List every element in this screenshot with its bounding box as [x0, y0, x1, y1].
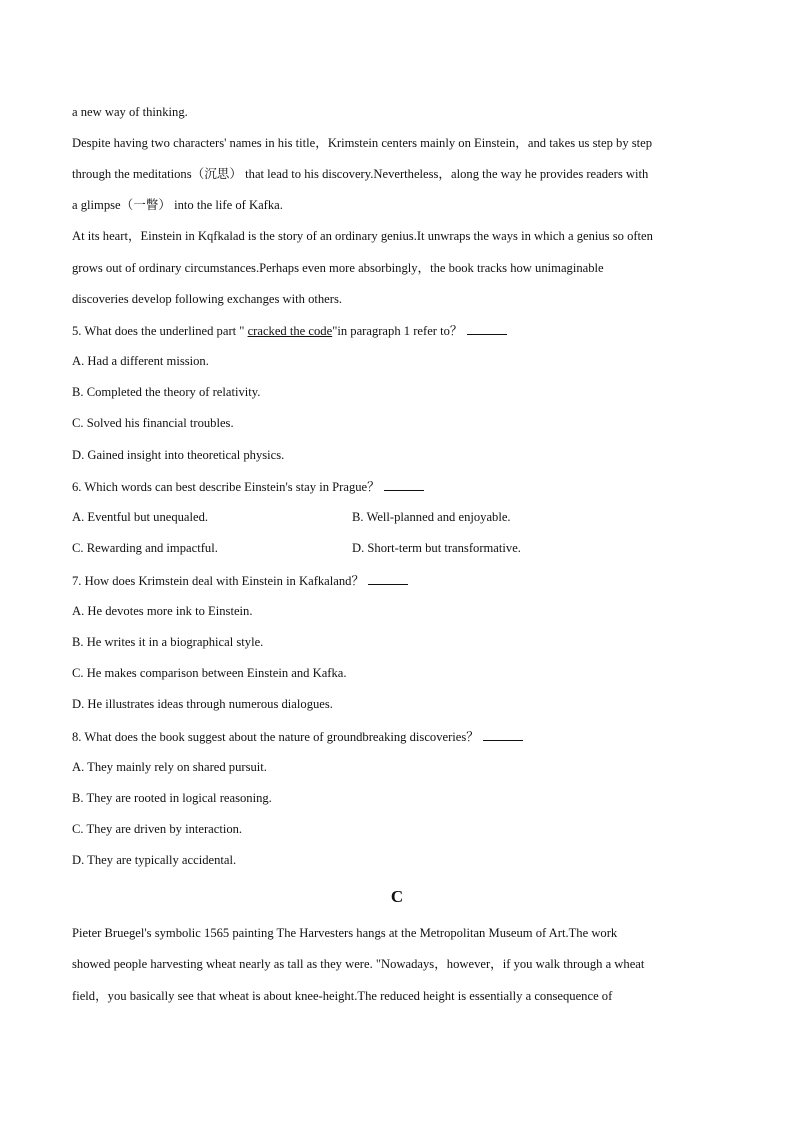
question-5-stem-before: 5. What does the underlined part "	[72, 324, 248, 338]
section-c-line-2: showed people harvesting wheat nearly as tall as they were. "Nowadays，however，if you walk through a wheat	[72, 957, 645, 971]
question-7-option-d: D. He illustrates ideas through numerous dialogues.	[72, 697, 333, 711]
question-8-option-d: D. They are typically accidental.	[72, 853, 237, 867]
question-6-stem	[72, 478, 424, 495]
question-7-stem	[72, 572, 408, 589]
question-5-underlined-phrase: cracked the code	[247, 324, 333, 338]
question-6-option-b: B. Well-planned and enjoyable.	[352, 510, 511, 524]
question-5-stem-after: "in paragraph 1 refer to？	[332, 324, 463, 338]
question-8-stem-text: 8. What does the book suggest about the nature of groundbreaking discoveries？	[72, 730, 479, 744]
question-7-option-a: A. He devotes more ink to Einstein.	[72, 604, 253, 618]
question-7-option-b: B. He writes it in a biographical style.	[72, 635, 264, 649]
question-6-option-c: C. Rewarding and impactful.	[72, 541, 218, 555]
passage-line-1: a new way of thinking.	[72, 105, 188, 119]
question-7-stem-text: 7. How does Krimstein deal with Einstein in Kafkaland？	[72, 574, 365, 588]
question-6-stem-text: 6. Which words can best describe Einstein's stay in Prague？	[72, 480, 380, 494]
answer-blank[interactable]	[467, 322, 507, 335]
question-5-option-a: A. Had a different mission.	[72, 354, 209, 368]
question-5-option-d: D. Gained insight into theoretical physics.	[72, 448, 285, 462]
question-7-option-c: C. He makes comparison between Einstein and Kafka.	[72, 666, 347, 680]
question-8-stem	[72, 728, 523, 745]
passage-line-2: Despite having two characters' names in his title，Krimstein centers mainly on Einstein，and takes us step by step	[72, 136, 653, 150]
question-6-option-a: A. Eventful but unequaled.	[72, 510, 209, 524]
answer-blank[interactable]	[368, 572, 408, 585]
answer-blank[interactable]	[483, 728, 523, 741]
question-8-option-b: B. They are rooted in logical reasoning.	[72, 791, 272, 805]
passage-line-3: through the meditations（沉思） that lead to his discovery.Nevertheless，along the way he provides readers with	[72, 167, 649, 181]
question-8-option-c: C. They are driven by interaction.	[72, 822, 243, 836]
question-5-option-c: C. Solved his financial troubles.	[72, 416, 234, 430]
question-5-option-b: B. Completed the theory of relativity.	[72, 385, 261, 399]
passage-line-6: grows out of ordinary circumstances.Perhaps even more absorbingly，the book tracks how unimaginable	[72, 261, 604, 275]
passage-line-4: a glimpse（一瞥） into the life of Kafka.	[72, 198, 283, 212]
question-6-option-d: D. Short-term but transformative.	[352, 541, 521, 555]
section-c-heading: C	[390, 887, 404, 906]
question-5-stem	[72, 322, 507, 339]
passage-line-7: discoveries develop following exchanges with others.	[72, 292, 342, 306]
section-c-line-1: Pieter Bruegel's symbolic 1565 painting The Harvesters hangs at the Metropolitan Museum of Art.The work	[72, 926, 618, 940]
answer-blank[interactable]	[384, 478, 424, 491]
section-c-line-3: field，you basically see that wheat is about knee-height.The reduced height is essentially a consequence of	[72, 989, 613, 1003]
question-8-option-a: A. They mainly rely on shared pursuit.	[72, 760, 267, 774]
passage-line-5: At its heart，Einstein in Kqfkalad is the story of an ordinary genius.It unwraps the ways in which a genius so often	[72, 229, 653, 243]
